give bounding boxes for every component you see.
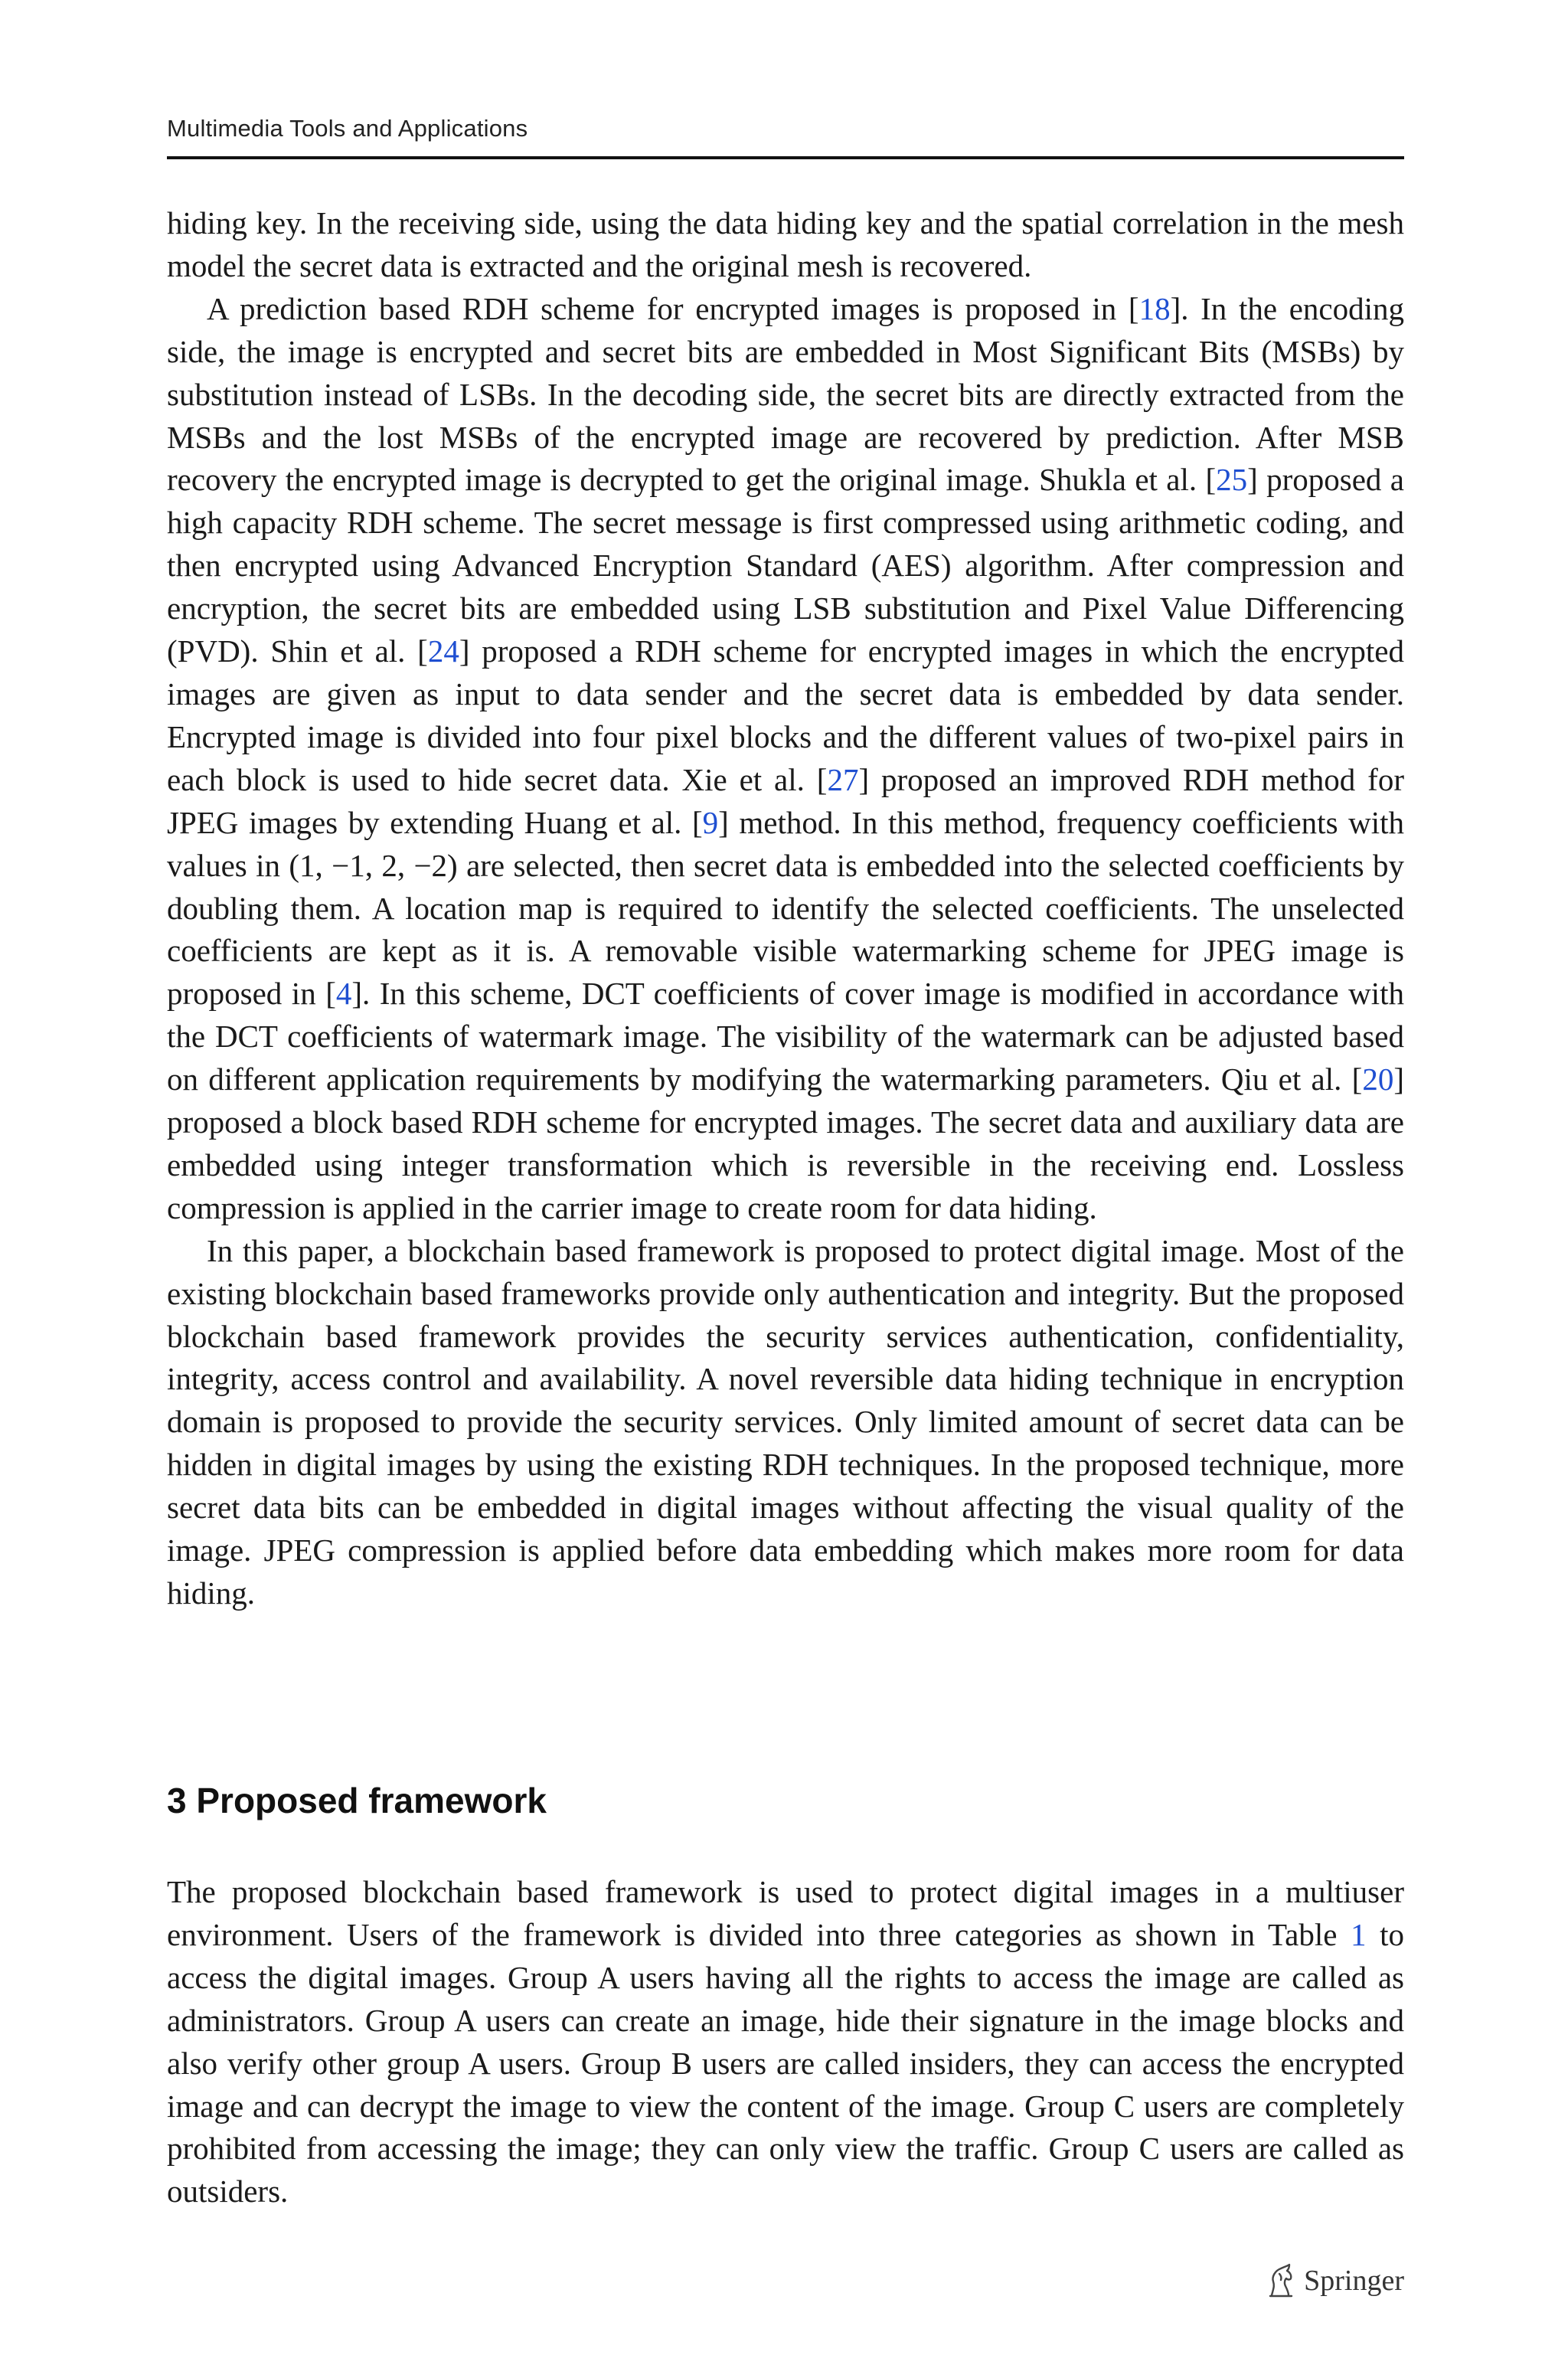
publisher-mark — [1266, 2263, 1404, 2298]
citation-link-24[interactable]: 24 — [427, 633, 459, 669]
citation-link-25[interactable]: 25 — [1216, 462, 1248, 498]
text-run: A prediction based RDH scheme for encrypted images is proposed in [ — [207, 290, 1139, 326]
publisher-name: Springer — [1304, 2265, 1404, 2297]
body-text-top — [167, 202, 1404, 1615]
body-text-section-3 — [167, 1871, 1404, 2213]
page — [167, 0, 1404, 2378]
table-link-1[interactable]: 1 — [1351, 1916, 1367, 1952]
citation-link-27[interactable]: 27 — [827, 761, 859, 797]
citation-link-9[interactable]: 9 — [702, 804, 719, 840]
text-run: ]. In this scheme, DCT coefficients of cover image is modified in accordance with the DCT coefficients of watermark image. The visibility of the watermark can be adjusted based on different application requirements by modifying the watermarking parameters. Qiu et al. [ — [167, 976, 1404, 1097]
text-run: ]. In the encoding side, the image is encrypted and secret bits are embedded in Most Significant Bits (MSBs) by substitution instead of LSBs. In the decoding side, the secret bits are directly extracted from the MSBs and the lost MSBs of the encrypted image are recovered by prediction. After MSB recovery the encrypted image is decrypted to get the original image. Shukla et al. [ — [167, 290, 1405, 498]
springer-horse-icon — [1266, 2263, 1296, 2298]
citation-link-4[interactable]: 4 — [335, 976, 352, 1012]
text-run: The proposed blockchain based framework is used to protect digital images in a multiuser environment. Users of the framework is divided into three categories as shown in Table — [167, 1874, 1404, 1952]
text-run: ] proposed a high capacity RDH scheme. The secret message is first compressed using arithmetic coding, and then encrypted using Advanced Encryption Standard (AES) algorithm. After compression and encryption, the secret bits are embedded using LSB substitution and Pixel Value Differencing (PVD). Shin et al. [ — [167, 462, 1404, 669]
text-run: ] proposed an improved RDH method for JPEG images by extending Huang et al. [ — [167, 761, 1404, 840]
paragraph-section-3 — [167, 1871, 1404, 2213]
header-rule — [167, 156, 1404, 159]
paragraph-3: In this paper, a blockchain based framework is proposed to protect digital image. Most of the existing blockchain based frameworks provide only authentication and integrity. But the proposed blockchain based framework provides the security services authentication, confidentiality, integrity, access control and availability. A novel reversible data hiding technique in encryption domain is proposed to provide the security services. Only limited amount of secret data can be hidden in digital images by using the existing RDH techniques. In the proposed technique, more secret data bits can be embedded in digital images without affecting the visual quality of the image. JPEG compression is applied before data embedding which makes more room for data hiding. — [167, 1232, 1404, 1611]
running-head-journal: Multimedia Tools and Applications — [167, 115, 528, 142]
paragraph-2 — [167, 288, 1404, 1230]
text-run: ] proposed a RDH scheme for encrypted images in which the encrypted images are given as input to data sender and the secret data is embedded by data sender. Encrypted image is divided into four pixel blocks and the different values of two-pixel pairs in each block is used to hide secret data. Xie et al. [ — [167, 633, 1404, 797]
section-heading: 3 Proposed framework — [167, 1781, 547, 1820]
paragraph-1: hiding key. In the receiving side, using the data hiding key and the spatial correlation in the mesh model the secret data is extracted and the original mesh is recovered. — [167, 205, 1404, 283]
text-run: to access the digital images. Group A users having all the rights to access the image are called as administrators. Group A users can create an image, hide their signature in the image blocks and also verify other group A users. Group B users are called insiders, they can access the encrypted image and can decrypt the image to view the content of the image. Group C users are completely prohibited from accessing the image; they can only view the traffic. Group C users are called as outsiders. — [167, 1916, 1404, 2210]
citation-link-20[interactable]: 20 — [1362, 1061, 1394, 1097]
citation-link-18[interactable]: 18 — [1138, 290, 1171, 326]
text-run: ] proposed a block based RDH scheme for encrypted images. The secret data and auxiliary data are embedded using integer transformation which is reversible in the receiving end. Lossless compression is applied in the carrier image to create room for data hiding. — [167, 1061, 1404, 1225]
text-run: ] method. In this method, frequency coefficients with values in (1, −1, 2, −2) are selected, then secret data is embedded into the selected coefficients by doubling them. A location map is required to identify the selected coefficients. The unselected coefficients are kept as it is. A removable visible watermarking scheme for JPEG image is proposed in [ — [167, 804, 1404, 1012]
